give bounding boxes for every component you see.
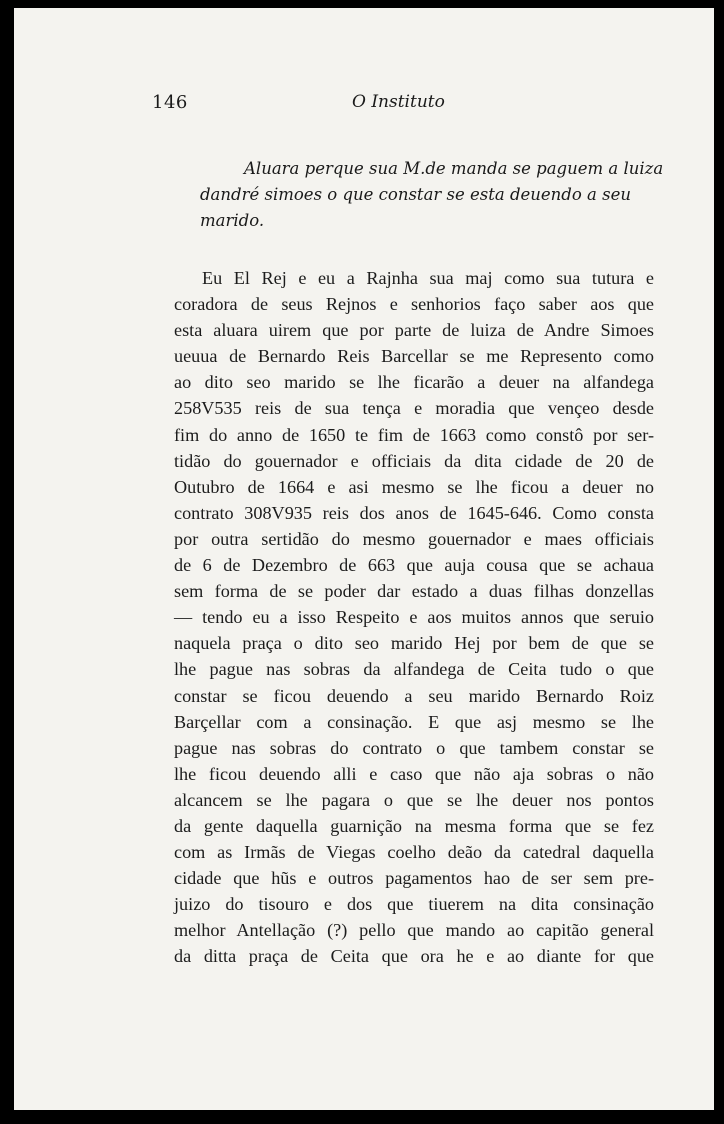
body-line: com as Irmãs de Viegas coelho deão da catedral daquella bbox=[174, 842, 654, 863]
body-line: lhe pague nas sobras da alfandega de Ceita tudo o que bbox=[174, 659, 654, 680]
title-line: Aluara perque sua M.de manda se paguem a luiza bbox=[244, 159, 664, 178]
body-line: da ditta praça de Ceita que ora he e ao diante for que bbox=[174, 946, 654, 967]
body-line: melhor Antellação (?) pello que mando ao capitão general bbox=[174, 920, 654, 941]
document-title bbox=[200, 156, 664, 234]
page-header bbox=[14, 92, 714, 118]
body-line: alcancem se lhe pagara o que se lhe deuer nos pontos bbox=[174, 789, 654, 810]
document-body bbox=[174, 265, 654, 970]
body-line: esta aluara uirem que por parte de luiza de Andre Simoes bbox=[174, 320, 654, 341]
body-line: Outubro de 1664 e asi mesmo se lhe ficou a deuer no bbox=[174, 476, 654, 497]
body-line: da gente daquella guarnição na mesma forma que se fez bbox=[174, 815, 654, 836]
body-line: lhe ficou deuendo alli e caso que não aja sobras o não bbox=[174, 763, 654, 784]
body-line: pague nas sobras do contrato o que tambem constar se bbox=[174, 737, 654, 758]
body-line: 258V535 reis de sua tença e moradia que vençeo desde bbox=[174, 398, 654, 419]
body-line: juizo do tisouro e dos que tiuerem na dita consinação bbox=[174, 894, 654, 915]
book-page bbox=[14, 8, 714, 1110]
body-line: coradora de seus Rejnos e senhorios faço saber aos que bbox=[174, 294, 654, 315]
body-line: Barçellar com a consinação. E que asj mesmo se lhe bbox=[174, 711, 654, 732]
body-line: por outra sertidão do mesmo gouernador e maes officiais bbox=[174, 528, 654, 549]
page-number: 146 bbox=[152, 92, 188, 113]
running-title: O Instituto bbox=[352, 92, 445, 112]
body-line: de 6 de Dezembro de 663 que auja cousa que se achaua bbox=[174, 555, 654, 576]
body-line: ueuua de Bernardo Reis Barcellar se me Represento como bbox=[174, 346, 654, 367]
body-line: naquela praça o dito seo marido Hej por bem de que se bbox=[174, 633, 654, 654]
body-line: ao dito seo marido se lhe ficarão a deuer na alfandega bbox=[174, 372, 654, 393]
body-line: cidade que hũs e outros pagamentos hao de ser sem pre- bbox=[174, 868, 654, 889]
title-line: dandré simoes o que constar se esta deuendo a seu bbox=[200, 185, 631, 204]
body-line: constar se ficou deuendo a seu marido Bernardo Roiz bbox=[174, 685, 654, 706]
body-line: sem forma de se poder dar estado a duas filhas donzellas bbox=[174, 581, 654, 602]
body-line: tidão do gouernador e officiais da dita cidade de 20 de bbox=[174, 450, 654, 471]
body-line: Eu El Rej e eu a Rajnha sua maj como sua tutura e bbox=[202, 268, 654, 288]
body-line: fim do anno de 1650 te fim de 1663 como constô por ser- bbox=[174, 424, 654, 445]
title-line: marido. bbox=[200, 211, 265, 230]
body-line: contrato 308V935 reis dos anos de 1645-646. Como consta bbox=[174, 502, 654, 523]
body-line: — tendo eu a isso Respeito e aos muitos annos que seruio bbox=[174, 607, 654, 628]
